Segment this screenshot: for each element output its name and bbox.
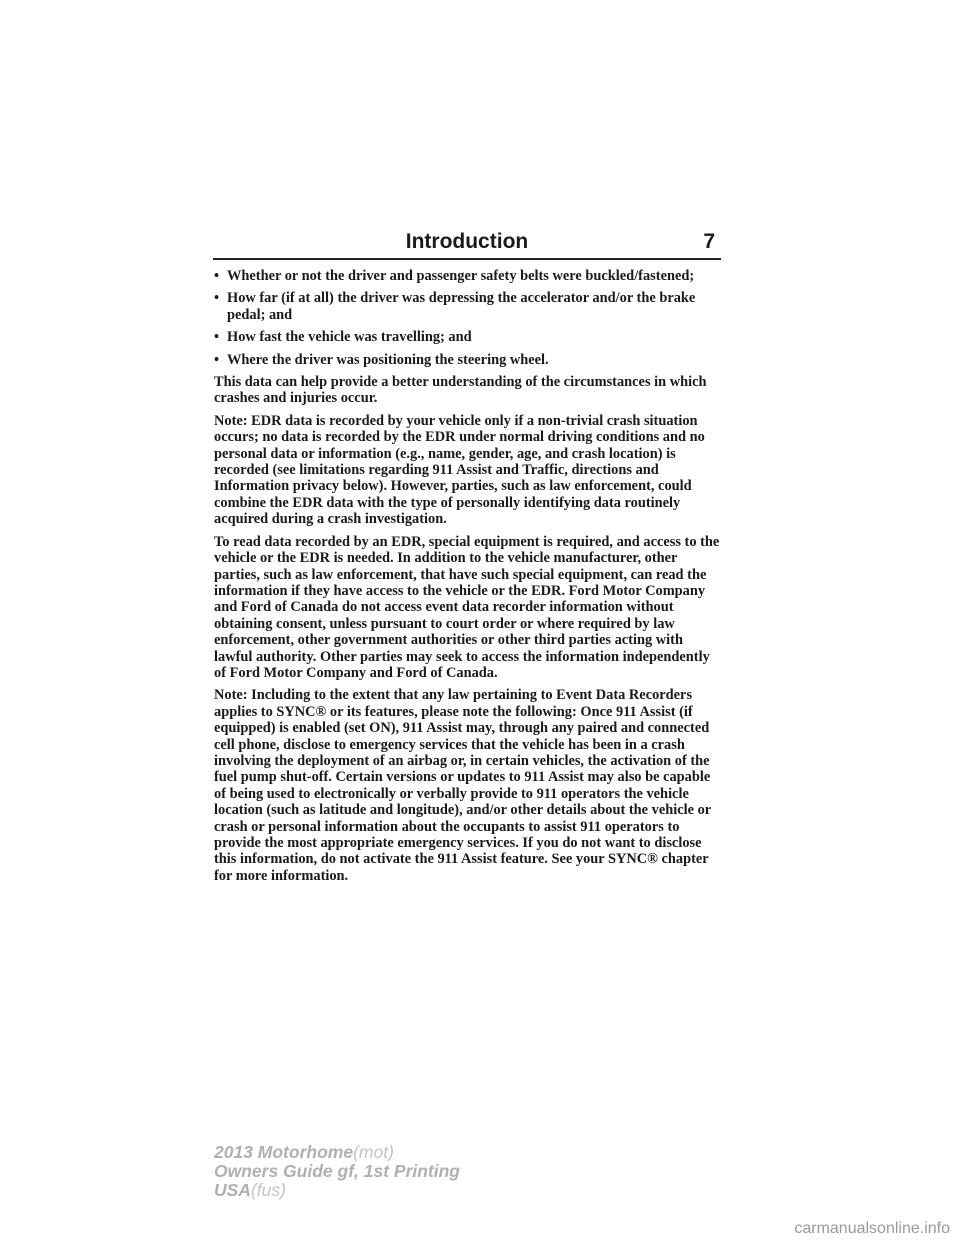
paragraph-data-helps: This data can help provide a better understanding of the circumstances in which crashes and injuries occur.	[214, 374, 707, 407]
footer-line-guide	[214, 1162, 460, 1181]
footer-line-model	[214, 1143, 460, 1162]
site-watermark: carmanualsonline.info	[794, 1220, 950, 1237]
paragraph-sync-note: Note: Including to the extent that any law pertaining to Event Data Recorders applies to SYNC® or its features, please note the following: Once 911 Assist (if equipped) is enabled (set ON), 911 Assist may, through any paired and connected cell phone, disclose to emergency services that the vehicle has been in a crash involving the deployment of an airbag or, in certain vehicles, the activation of the fuel pump shut-off. Certain versions or updates to 911 Assist may also be capable of being used to electronically or verbally provide to 911 operators the vehicle location (such as latitude and longitude), and/or other details about the vehicle or crash or personal information about the occupants to assist 911 operators to provide the most appropriate emergency services. If you do not want to disclose this information, do not activate the 911 Assist feature. See your SYNC® chapter for more information.	[214, 687, 711, 884]
list-item	[214, 352, 724, 368]
header-divider	[213, 258, 721, 260]
list-item	[214, 268, 724, 284]
footer-market: USA	[214, 1180, 251, 1200]
list-item-text: How fast the vehicle was travelling; and	[227, 329, 472, 346]
paragraph-read-edr: To read data recorded by an EDR, special equipment is required, and access to the vehicle or the EDR is needed. In addition to the vehicle manufacturer, other parties, such as law enforcement, that have such special equipment, can read the information if they have access to the vehicle or the EDR. Ford Motor Company and Ford of Canada do not access event data recorder information without obtaining consent, unless pursuant to court order or where required by law enforcement, other government authorities or other third parties acting with lawful authority. Other parties may seek to access the information independently of Ford Motor Company and Ford of Canada.	[214, 533, 720, 681]
bullet-icon: •	[214, 268, 220, 284]
list-item	[214, 290, 724, 323]
list-item-text: How far (if at all) the driver was depressing the accelerator and/or the brake pedal; and	[227, 290, 696, 323]
bullet-icon: •	[214, 329, 220, 346]
list-item-text: Where the driver was positioning the steering wheel.	[227, 351, 549, 368]
bullet-icon: •	[214, 351, 220, 368]
list-item-text: Whether or not the driver and passenger safety belts were buckled/fastened;	[227, 268, 695, 284]
section-title: Introduction	[405, 230, 529, 253]
list-item	[214, 329, 724, 345]
bullet-icon: •	[214, 290, 220, 307]
footer-model-code: (mot)	[353, 1142, 394, 1162]
footer-line-market	[214, 1181, 460, 1200]
footer-model: 2013 Motorhome	[214, 1142, 354, 1162]
paragraph-edr-note: Note: EDR data is recorded by your vehicle only if a non-trivial crash situation occurs; no data is recorded by the EDR under normal driving conditions and no personal data or information (e.g., name, gender, age, and crash location) is recorded (see limitations regarding 911 Assist and Traffic, directions and Information privacy below). However, parties, such as law enforcement, could combine the EDR data with the type of personally identifying data routinely acquired during a crash investigation.	[214, 412, 705, 528]
footer-guide: Owners Guide gf, 1st Printing	[214, 1161, 460, 1181]
bullet-list	[214, 268, 724, 368]
page-number: 7	[703, 230, 715, 253]
page-content	[214, 268, 724, 890]
footer-market-code: (fus)	[250, 1180, 286, 1200]
print-footer	[214, 1143, 460, 1200]
page-header	[213, 226, 721, 260]
